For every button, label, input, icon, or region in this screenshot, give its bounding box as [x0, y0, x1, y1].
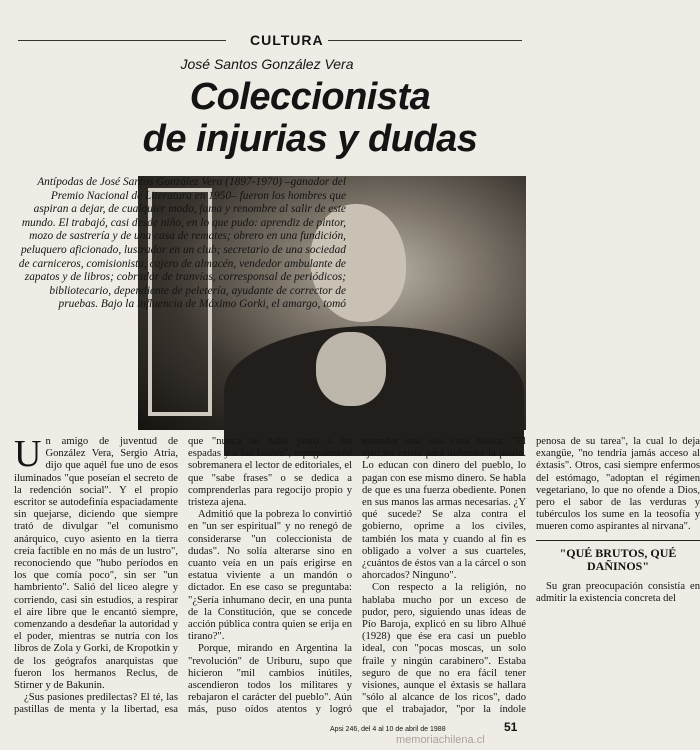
- drop-cap: U: [14, 433, 42, 475]
- paragraph-text: n amigo de juventud de González Vera, Sergio Atria, dijo que aquél fue uno de esos iluminados "que poseían el secreto de la redención social". Y el propio escritor se autodefinía espaciadamente sin quejarse, diciendo que siempre trató de divulgar "el comunismo anárquico, cuyo asiento en la tierra creía factible en no más de un lustro", reconociendo que "hubo períodos en los que comía poco", sin ser "un hambriento". Salió del liceo alegre y corriendo, casi sin estudios, a respirar el aire libre que le encantó siempre, comenzando a desdeñar la autoridad y el poder, mientras se nutría con los libros de Zola y Gorki, de Kropotkin y de los geógrafos anarquistas que fueron los hermanos Reclus, de Stirner y de Bakunin.: [14, 436, 178, 692]
- section-label: CULTURA: [250, 32, 324, 48]
- article-body: [14, 433, 700, 718]
- author-line: José Santos González Vera: [180, 56, 354, 72]
- headline-line-2: de injurias y dudas: [142, 118, 478, 160]
- watermark-text[interactable]: memoriachilena.cl: [396, 734, 485, 746]
- paragraph: ¿Sus pasiones predilectas? El té, las pastillas de menta y la libertad, esa que "nunca se halla junto a las espadas y a los fusiles", repugnándole sobremanera el lector de editoriales, el que "sabe frases" o se dedica a comprenderlas para regocijo propio y tristeza ajena.: [14, 436, 352, 716]
- headline-line-1: Coleccionista: [189, 76, 431, 118]
- section-rule-right: [328, 40, 522, 41]
- paragraph: [14, 433, 178, 692]
- headline: [110, 76, 510, 160]
- paragraph: Con respecto a la religión, no hablaba mucho por un exceso de pudor, pero, siguiendo unas ideas de Pío Baroja, explicó en su libro Alhué (1928) que ése era casi un pueblo ideal, con "pocas moscas, un solo fraile y ningún carabinero". Estaba seguro de que no era fácil tener visiones, aunque el éxtasis se hallara "sólo al alcance de los ricos", dado que el trabajador, "por la índole penosa de su tarea", la cual lo deja exangüe, "no tendría jamás acceso al éxtasis". Otros, casi siempre enfermos del estómago, "adoptan el régimen vegetariano, lo que no ofende a Dios, pero el sabor de las verduras y tubérculos los sume en la teosofía y mueren como aspirantes al nirvana".: [362, 436, 700, 716]
- paragraph: Admitió que la pobreza lo convirtió en "un ser espiritual" y no renegó de considerarse "un coleccionista de dudas". No solía alterarse sino en cuanto veía en un país erigirse en estatua viviente a un mandón o dictador. En ese caso se preguntaba: "¿Sería inhumano decir, en una punta de la Constitución, que se concede acción pública contra quien se erija en tirano?".: [188, 509, 352, 643]
- section-header: [18, 34, 522, 46]
- paragraph: Su gran preocupación consistía en admitir la existencia concreta del: [536, 580, 700, 604]
- paragraph: Porque, mirando en Argentina la "revolución" de Uriburu, supo que hicieron "mil cambios inútiles, ascendieron todos los militares y rebajaron el carácter del pueblo". Aún más, puso oídos atentos y logró entender una sola cosa básica: "El ejército existe para defender la patria. Lo educan con dinero del pueblo, lo pagan con ese mismo dinero. Se habla de que es una fuerza obediente. Ponen en sus manos las armas necesarias. ¿Y qué sucede? Se alza contra el gobierno, oprime a los civiles, también los mata y cuando al fin es obligado a volver a sus cuarteles, ¿cuántos de éstos van a la cárcel o son ahorcados? Ninguno".: [188, 436, 526, 716]
- pull-quote: "QUÉ BRUTOS, QUÉ DAÑINOS": [536, 540, 700, 577]
- page-number: 51: [504, 720, 518, 734]
- intro-text: Antípodas de José Santos González Vera (1897-1970) –ganador del Premio Nacional de Literatura en 1950– fueron los hombres que aspiran a dejar, de cualquier modo, fama y renombre al salir de este mundo. El trabajó, casi desde niño, en lo que pudo: aprendiz de pintor, mozo de sastrería y de una casa de remates; obrero en una fundición, peluquero aficionado, lustrador en un club; secretario de una sociedad de carniceros, comisionista, cajero de almacén, vendedor ambulante de zapatos y de libros; cobrador de tranvías, corresponsal de periódicos; bibliotecario, dependiente de peletería, ayudante de corrector de pruebas. Bajo la influencia de Máximo Gorki, el amargo, tomó: [18, 176, 346, 311]
- issue-line: Apsi 246, del 4 al 10 de abril de 1988: [330, 726, 446, 733]
- section-rule-left: [18, 40, 226, 41]
